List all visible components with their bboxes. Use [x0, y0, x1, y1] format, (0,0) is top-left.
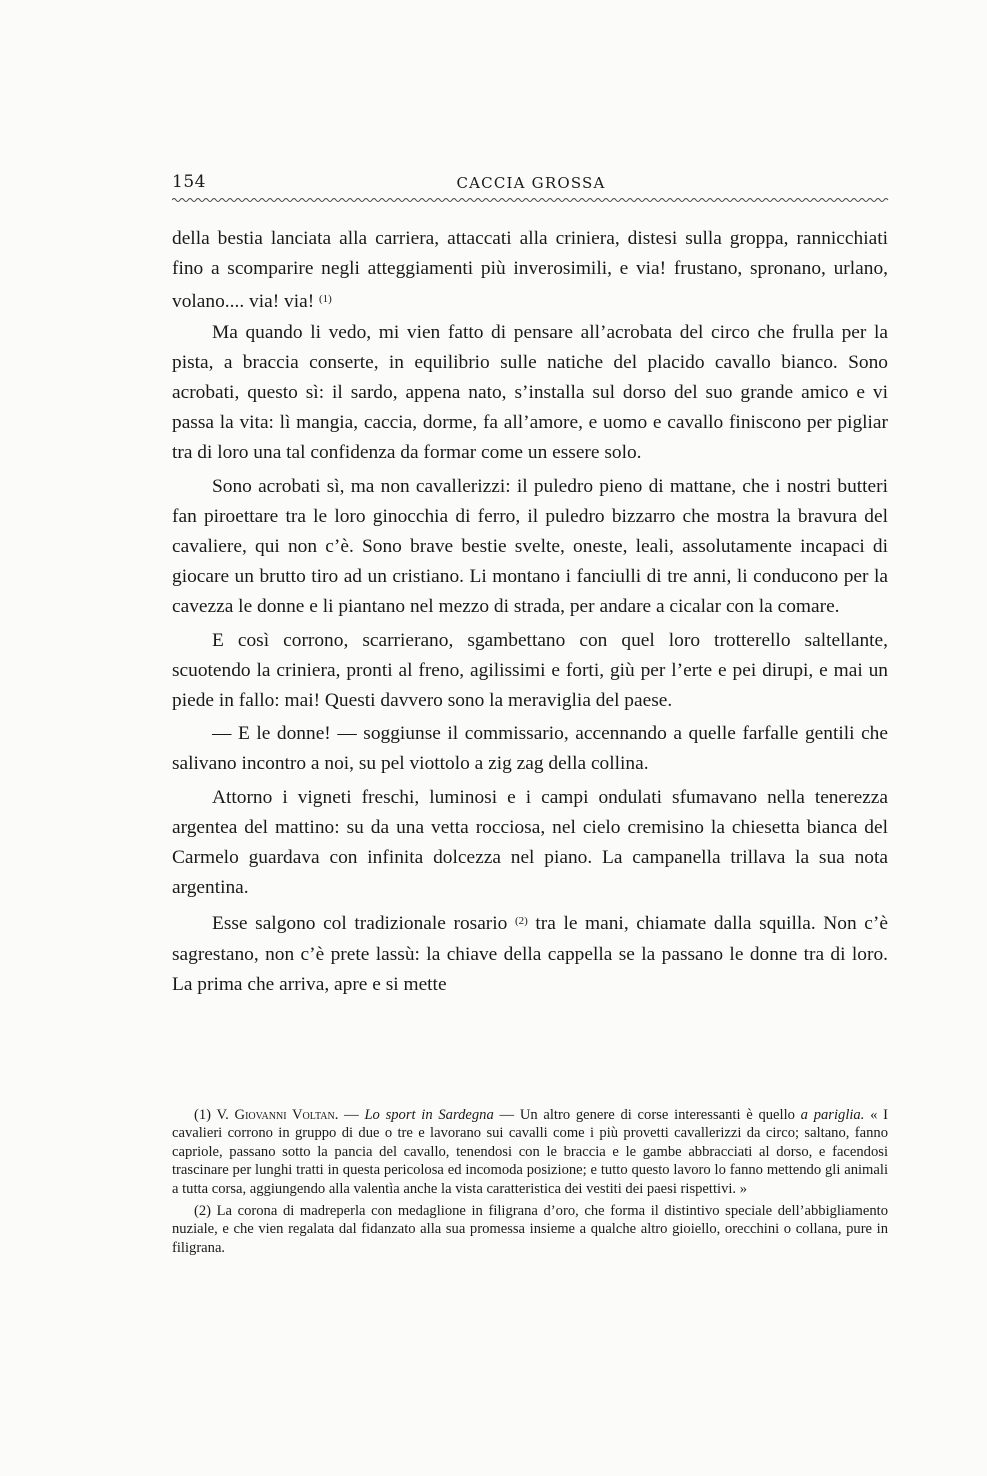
footnote-1-text-b: « I cavalieri corrono in gruppo di due o tre e lavorano sui cavalli come i più provetti cavallerizzi da circo; saltano, fanno capriole, passano sotto la pancia del cavallo, tenendosi con le braccia e le gambe abbracciati al dorso, e facendosi trascinare per lunghi tratti in questa pericolosa ed incomoda posizione; e tutto questo lavoro lo fanno mettendo gli animali a tutta corsa, aggiungendo alla valentìa anche la vista caratteristica dei vestiti dei paesi rispettivi. » [172, 1107, 888, 1197]
paragraph-1-text: della bestia lanciata alla carriera, attaccati alla criniera, distesi sulla groppa, rannicchiati fino a scomparire negli atteggiamenti più inverosimili, e via! frustano, spronano, urlano, volano.... via! via! [172, 228, 888, 313]
footnote-1-marker: (1) V. [194, 1107, 229, 1123]
footnote-1-term: a pariglia. [800, 1107, 865, 1123]
footnote-1-title: Lo sport in Sardegna [364, 1107, 494, 1123]
page-header [172, 172, 890, 194]
footnote-ref-2: (2) [514, 915, 528, 928]
paragraph-4: E così corrono, scarrierano, sgambettano con quel loro trotterello saltellante, scuotendo la criniera, pronti al freno, agilissimi e forti, giù per l’erte e pei dirupi, e mai un piede in fallo: mai! Questi davvero sono la meraviglia del paese. [172, 629, 888, 712]
page-number: 154 [172, 172, 206, 192]
running-title: CACCIA GROSSA [456, 174, 606, 192]
header-wavy-rule [172, 197, 890, 203]
footnote-1 [172, 1106, 888, 1198]
footnote-1-author: Giovanni Voltan. [234, 1107, 339, 1123]
paragraph-7 [172, 906, 888, 1000]
paragraph-6: Attorno i vigneti freschi, luminosi e i campi ondulati sfumavano nella tenerezza argentea del mattino: su da una vetta rocciosa, nel cielo cremisino la chiesetta bianca del Carmelo guardava con infinita dolcezza nel piano. La campanella trillava la sua nota argentina. [172, 786, 888, 899]
footnote-2: (2) La corona di madreperla con medaglione in filigrana d’oro, che forma il distintivo speciale dell’abbigliamento nuziale, e che vien regalata dal fidanzato alla sua promessa insieme a qualche altro gioiello, orecchini o collana, pure in filigrana. [172, 1203, 888, 1256]
footnote-1-dash: — [344, 1107, 359, 1123]
footnote-ref-1: (1) [319, 293, 332, 306]
paragraph-5: — E le donne! — soggiunse il commissario, accennando a quelle farfalle gentili che salivano incontro a noi, su pel viottolo a zig zag della collina. [172, 723, 888, 775]
paragraph-7-text-b: tra le mani, chiamate dalla squilla. Non c’è sagrestano, non c’è prete lassù: la chiave della cappella se la passano le donne tra di loro. La prima che arriva, apre e si mette [172, 913, 888, 995]
paragraph-7-text-a: Esse salgono col tradizionale rosario [212, 913, 508, 935]
paragraph-1 [172, 224, 888, 318]
main-text [172, 224, 888, 1000]
paragraph-2: Ma quando li vedo, mi vien fatto di pensare all’acrobata del circo che frulla per la pista, a braccia conserte, in equilibrio sulle natiche del placido cavallo bianco. Sono acrobati, questo sì: il sardo, appena nato, s’installa sul dorso del suo grande amico e vi passa la vita: lì mangia, caccia, dorme, fa all’amore, e uomo e cavallo finiscono per pigliar tra di loro una tal confidenza da formar come un essere solo. [172, 321, 888, 464]
footnote-1-text-a: — Un altro genere di corse interessanti è quello [499, 1107, 795, 1123]
footnotes [172, 1106, 888, 1261]
paragraph-3: Sono acrobati sì, ma non cavallerizzi: il puledro pieno di mattane, che i nostri butteri fan piroettare tra le loro ginocchia di ferro, il puledro bizzarro che mostra la bravura del cavaliere, qui non c’è. Sono brave bestie svelte, oneste, leali, assolutamente incapaci di giocare un brutto tiro ad un cristiano. Li montano i fanciulli di tre anni, li conducono per la cavezza le donne e li piantano nel mezzo di strada, per andare a cicalar con la comare. [172, 475, 888, 618]
